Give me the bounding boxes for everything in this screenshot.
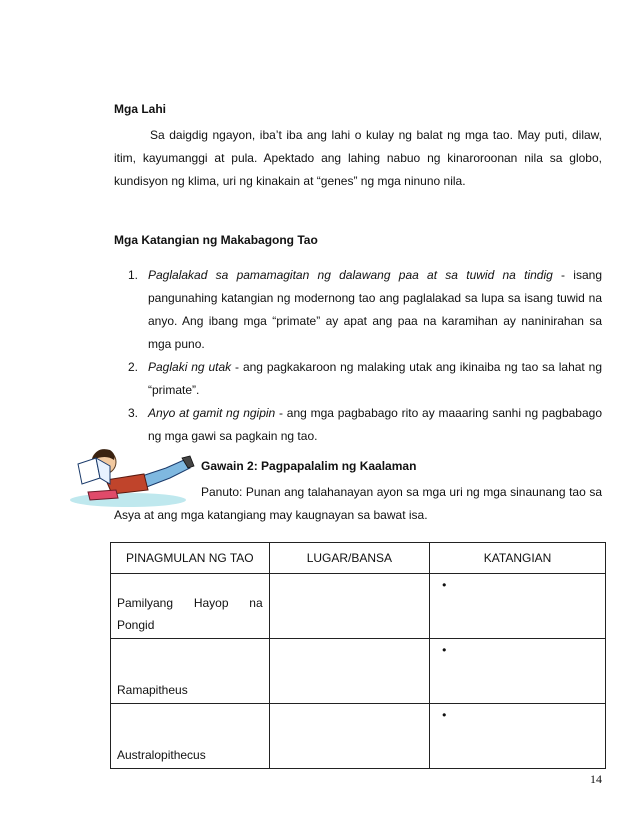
table-cell-lugar-input[interactable]: [269, 639, 430, 704]
section-heading-mga-lahi: Mga Lahi: [114, 102, 167, 116]
section-heading-katangian: Mga Katangian ng Makabagong Tao: [114, 233, 318, 247]
table-row: [111, 574, 606, 639]
table-cell-lugar-input[interactable]: [269, 574, 430, 639]
activity-title: Gawain 2: Pagpapalalim ng Kaalaman: [201, 459, 417, 473]
table-header-lugar: LUGAR/BANSA: [269, 543, 430, 574]
list-item: 3. Anyo at gamit ng ngipin - ang mga pagbabago rito ay maaaring sanhi ng pagbabago ng mga gawi sa pagkain ng tao.: [128, 406, 602, 443]
table-cell-katangian-input[interactable]: [430, 704, 606, 769]
table-cell-katangian-input[interactable]: [430, 574, 606, 639]
bullet-marker: •: [442, 643, 447, 657]
table-cell-name: Ramapitheus: [111, 639, 270, 704]
activity-instruction: Panuto: Punan ang talahanayan ayon sa mga uri ng mga sinaunang tao sa Asya at ang mga katangiang may kaugnayan sa bawat isa.: [114, 485, 602, 522]
bullet-marker: •: [442, 708, 447, 722]
table-header-row: [111, 543, 606, 574]
section-paragraph-mga-lahi: Sa daigdig ngayon, iba’t iba ang lahi o kulay ng balat ng mga tao. May puti, dilaw, itim, kayumanggi at pula. Apektado ang lahing nabuo ng kinaroroonan nila sa globo, kundisyon ng klima, uri ng kinakain at “genes” ng mga ninuno nila.: [114, 128, 602, 188]
table-row: [111, 639, 606, 704]
table-cell-katangian-input[interactable]: [430, 639, 606, 704]
table-header-katangian: KATANGIAN: [430, 543, 606, 574]
page-number: 14: [590, 772, 602, 786]
table-row: [111, 704, 606, 769]
bullet-marker: •: [442, 578, 447, 592]
list-item: 2. Paglaki ng utak - ang pagkakaroon ng malaking utak ang ikinaiba ng tao sa lahat ng “primate”.: [128, 360, 602, 397]
traits-list: [114, 264, 602, 448]
table-cell-name: Pamilyang Hayop na Pongid: [111, 574, 270, 639]
table-cell-name: Australopithecus: [111, 704, 270, 769]
activity-table: [110, 542, 606, 769]
table-cell-lugar-input[interactable]: [269, 704, 430, 769]
table-header-pinagmulan: PINAGMULAN NG TAO: [111, 543, 270, 574]
list-item: 1. Paglalakad sa pamamagitan ng dalawang paa at sa tuwid na tindig - isang pangunahing katangian ng modernong tao ang paglalakad sa lupa sa isang tuwid na anyo. Ang ibang mga “primate” ay apat ang paa na karamihan ay naninirahan sa mga puno.: [128, 268, 602, 351]
